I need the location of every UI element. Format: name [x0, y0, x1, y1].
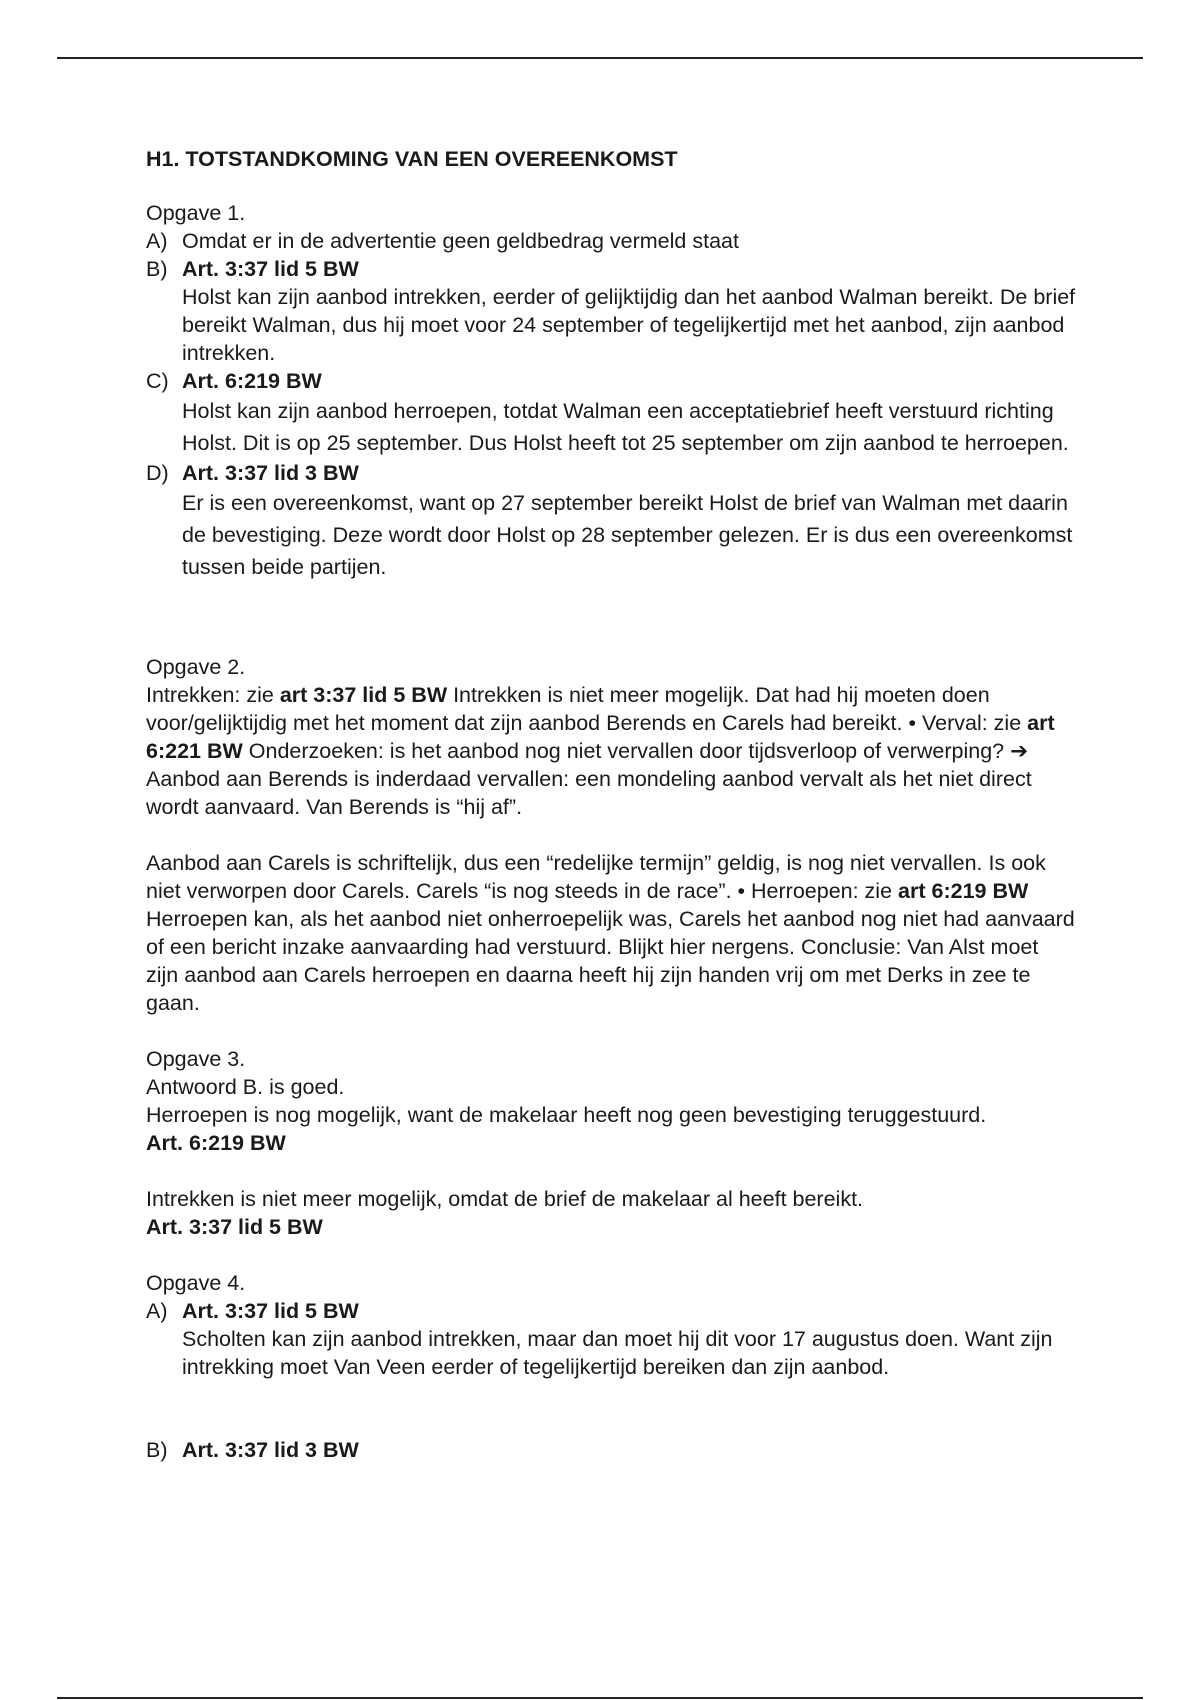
item-text: Holst kan zijn aanbod herroepen, totdat Walman een acceptatiebrief heeft verstuurd richting Holst. Dit is op 25 september. Dus Holst heeft tot 25 september om zijn aanbod te herroepen.	[182, 399, 1069, 455]
opgave-3-explanation: Herroepen is nog mogelijk, want de makelaar heeft nog geen bevestiging teruggestuurd.	[146, 1103, 987, 1127]
opgave-3	[146, 1045, 1076, 1241]
opgave-2-paragraph-2	[146, 849, 1076, 1017]
article-ref: Art. 6:219 BW	[146, 1131, 286, 1155]
bottom-rule	[57, 1697, 1143, 1699]
opgave-1-item-b	[146, 255, 1076, 367]
text-run: Herroepen kan, als het aanbod niet onherroepelijk was, Carels het aanbod nog niet had aanvaard of een bericht inzake aanvaarding had verstuurd. Blijkt hier nergens. Conclusie: Van Alst moet zijn aanbod aan Carels herroepen en daarna heeft hij zijn handen vrij om met Derks in zee te gaan.	[146, 907, 1075, 1015]
item-text: Holst kan zijn aanbod intrekken, eerder of gelijktijdig dan het aanbod Walman bereikt. De brief bereikt Walman, dus hij moet voor 24 september of tegelijkertijd met het aanbod, zijn aanbod intrekken.	[182, 285, 1076, 365]
article-ref: art 6:219 BW	[898, 879, 1029, 903]
item-article: Art. 3:37 lid 3 BW	[182, 1438, 359, 1462]
opgave-2	[146, 653, 1076, 1017]
opgave-4-heading: Opgave 4.	[146, 1271, 246, 1295]
opgave-4-item-a	[146, 1297, 1076, 1381]
item-marker: B)	[146, 257, 168, 281]
opgave-2-paragraph-1	[146, 681, 1076, 821]
item-marker: A)	[146, 229, 168, 253]
item-marker: B)	[146, 1438, 168, 1462]
opgave-1-item-d	[146, 459, 1076, 583]
top-rule	[57, 57, 1143, 59]
item-article: Art. 6:219 BW	[182, 369, 322, 393]
text-run: Intrekken is niet meer mogelijk. Dat had hij moeten doen voor/gelijktijdig met het moment dat zijn aanbod Berends en Carels had bereikt. • Verval: zie	[146, 683, 1028, 735]
opgave-3-heading: Opgave 3.	[146, 1047, 246, 1071]
opgave-2-heading: Opgave 2.	[146, 655, 246, 679]
page-title: H1. TOTSTANDKOMING VAN EEN OVEREENKOMST	[146, 147, 678, 171]
article-ref: Art. 3:37 lid 5 BW	[146, 1215, 323, 1239]
item-text: Omdat er in de advertentie geen geldbedrag vermeld staat	[182, 229, 739, 253]
opgave-1	[146, 199, 1076, 583]
item-article: Art. 3:37 lid 3 BW	[182, 461, 359, 485]
text-run: Intrekken: zie	[146, 683, 280, 707]
document-body	[146, 145, 1076, 1464]
item-marker: D)	[146, 461, 169, 485]
opgave-3-answer: Antwoord B. is goed.	[146, 1075, 345, 1099]
opgave-3-explanation-2: Intrekken is niet meer mogelijk, omdat de brief de makelaar al heeft bereikt.	[146, 1187, 864, 1211]
item-article: Art. 3:37 lid 5 BW	[182, 257, 359, 281]
opgave-1-item-c	[146, 367, 1076, 459]
text-run: Onderzoeken: is het aanbod nog niet vervallen door tijdsverloop of verwerping? ➔ Aanbod aan Berends is inderdaad vervallen: een mondeling aanbod vervalt als het niet direct wordt aanvaard. Van Berends is “hij af”.	[146, 739, 1032, 819]
item-marker: C)	[146, 369, 169, 393]
opgave-1-item-a	[146, 227, 1076, 255]
opgave-4	[146, 1269, 1076, 1464]
article-ref: art 3:37 lid 5 BW	[279, 683, 448, 707]
item-marker: A)	[146, 1299, 168, 1323]
opgave-1-heading: Opgave 1.	[146, 201, 246, 225]
article-ref: art 6:221 BW	[146, 711, 1055, 763]
item-article: Art. 3:37 lid 5 BW	[182, 1299, 359, 1323]
item-text: Er is een overeenkomst, want op 27 september bereikt Holst de brief van Walman met daarin de bevestiging. Deze wordt door Holst op 28 september gelezen. Er is dus een overeenkomst tussen beide partijen.	[182, 491, 1073, 579]
text-run: Aanbod aan Carels is schriftelijk, dus een “redelijke termijn” geldig, is nog niet vervallen. Is ook niet verworpen door Carels. Carels “is nog steeds in de race”. • Herroepen: zie	[146, 851, 1046, 903]
item-text: Scholten kan zijn aanbod intrekken, maar dan moet hij dit voor 17 augustus doen. Want zijn intrekking moet Van Veen eerder of tegelijkertijd bereiken dan zijn aanbod.	[182, 1327, 1053, 1379]
opgave-4-item-b	[146, 1436, 1076, 1464]
